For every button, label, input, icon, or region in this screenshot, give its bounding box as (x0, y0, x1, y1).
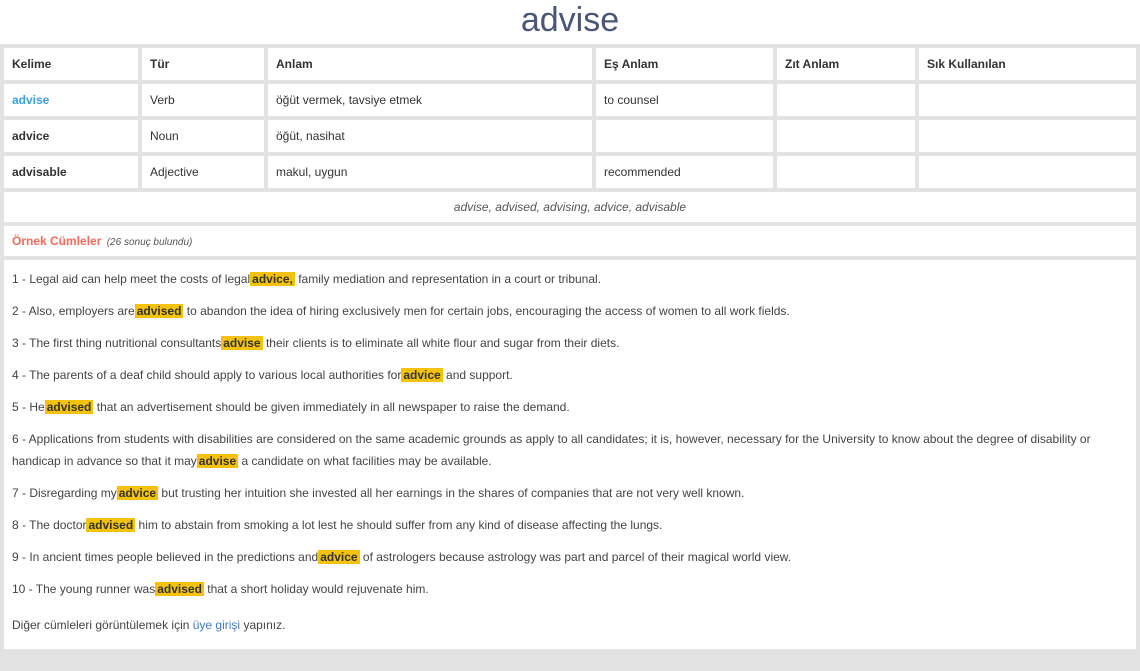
example-sentence (12, 332, 1128, 354)
table-row (4, 120, 1136, 152)
sentence-prefix: 9 - In ancient times people believed in the predictions and (12, 550, 319, 564)
login-prompt-after: yapınız. (243, 618, 286, 632)
highlight-word: advised (46, 400, 92, 414)
example-sentence (12, 268, 1128, 290)
cell-type: Adjective (142, 156, 264, 188)
sentence-prefix: 7 - Disregarding my (12, 486, 117, 500)
highlight-word: advised (136, 304, 182, 318)
example-sentence (12, 514, 1128, 536)
sentence-suffix: their clients is to eliminate all white flour and sugar from their diets. (265, 336, 620, 350)
content-panel (0, 44, 1140, 671)
sentence-suffix: that an advertisement should be given immediately in all newspaper to raise the demand. (96, 400, 570, 414)
sentence-suffix: and support. (446, 368, 513, 382)
table-header-row (4, 48, 1136, 80)
highlight-word: advised (157, 582, 202, 596)
page-title: advise (520, 1, 620, 39)
cell-common (919, 84, 1136, 116)
header-meaning: Anlam (268, 48, 592, 80)
sentence-suffix: him to abstain from smoking a lot lest he should suffer from any kind of disease affecting the lungs. (138, 518, 663, 532)
cell-word: advice (4, 120, 138, 152)
header-type: Tür (142, 48, 264, 80)
table-row (4, 156, 1136, 188)
examples-count: (26 sonuç bulundu) (106, 237, 193, 248)
highlight-word: advice (118, 486, 157, 500)
sentence-suffix: to abandon the idea of hiring exclusively men for certain jobs, encouraging the access of women to all work fields. (186, 304, 790, 318)
example-sentence (12, 428, 1128, 472)
highlight-word: advised (88, 518, 134, 532)
sentence-suffix: of astrologers because astrology was part and parcel of their magical world view. (362, 550, 792, 564)
login-link[interactable]: üye girişi (192, 618, 241, 632)
example-sentence (12, 300, 1128, 322)
table-row (4, 84, 1136, 116)
highlight-word: advice (403, 368, 441, 382)
cell-synonym: recommended (596, 156, 773, 188)
cell-common (919, 156, 1136, 188)
sentence-prefix: 10 - The young runner was (12, 582, 156, 596)
cell-type: Noun (142, 120, 264, 152)
examples-title: Örnek Cümleler (12, 234, 102, 248)
example-sentence (12, 546, 1128, 568)
cell-antonym (777, 84, 915, 116)
cell-antonym (777, 120, 915, 152)
cell-meaning: öğüt, nasihat (268, 120, 592, 152)
word-table (0, 44, 1140, 192)
example-sentence (12, 578, 1128, 600)
examples-list (4, 260, 1136, 649)
cell-meaning: öğüt vermek, tavsiye etmek (268, 84, 592, 116)
highlight-word: advise (198, 454, 237, 468)
sentence-prefix: 8 - The doctor (12, 518, 87, 532)
sentence-prefix: 6 - Applications from students with disabilities are considered on the same academic grounds as apply to all candidates; it is, however, necessary for the University to know about the degree of disability or handicap in advance so that it may (12, 432, 1091, 468)
header-word: Kelime (4, 48, 138, 80)
cell-word: advisable (4, 156, 138, 188)
header-common: Sık Kullanılan (919, 48, 1136, 80)
word-forms: advise, advised, advising, advice, advisable (4, 192, 1136, 222)
login-prompt (12, 618, 1128, 632)
example-sentence (12, 482, 1128, 504)
sentence-suffix: family mediation and representation in a court or tribunal. (298, 272, 602, 286)
sentence-suffix: but trusting her intuition she invested all her earnings in the shares of companies that are not very well known. (161, 486, 745, 500)
cell-synonym: to counsel (596, 84, 773, 116)
sentence-suffix: that a short holiday would rejuvenate him. (207, 582, 429, 596)
cell-common (919, 120, 1136, 152)
sentence-prefix: 3 - The first thing nutritional consultants (12, 336, 222, 350)
sentence-suffix: a candidate on what facilities may be available. (241, 454, 492, 468)
sentence-prefix: 1 - Legal aid can help meet the costs of legal (12, 272, 251, 286)
example-sentence (12, 396, 1128, 418)
login-prompt-before: Diğer cümleleri görüntülemek için (12, 618, 190, 632)
header-synonym: Eş Anlam (596, 48, 773, 80)
cell-meaning: makul, uygun (268, 156, 592, 188)
sentence-prefix: 2 - Also, employers are (12, 304, 135, 318)
cell-type: Verb (142, 84, 264, 116)
examples-header (4, 226, 1136, 256)
sentence-prefix: 4 - The parents of a deaf child should apply to various local authorities for (12, 368, 402, 382)
cell-antonym (777, 156, 915, 188)
word-link-advise[interactable]: advise (4, 84, 138, 116)
header-antonym: Zıt Anlam (777, 48, 915, 80)
highlight-word: advice (320, 550, 358, 564)
highlight-word: advice, (252, 272, 293, 286)
sentence-prefix: 5 - He (12, 400, 45, 414)
example-sentence (12, 364, 1128, 386)
cell-synonym (596, 120, 773, 152)
highlight-word: advise (223, 336, 261, 350)
